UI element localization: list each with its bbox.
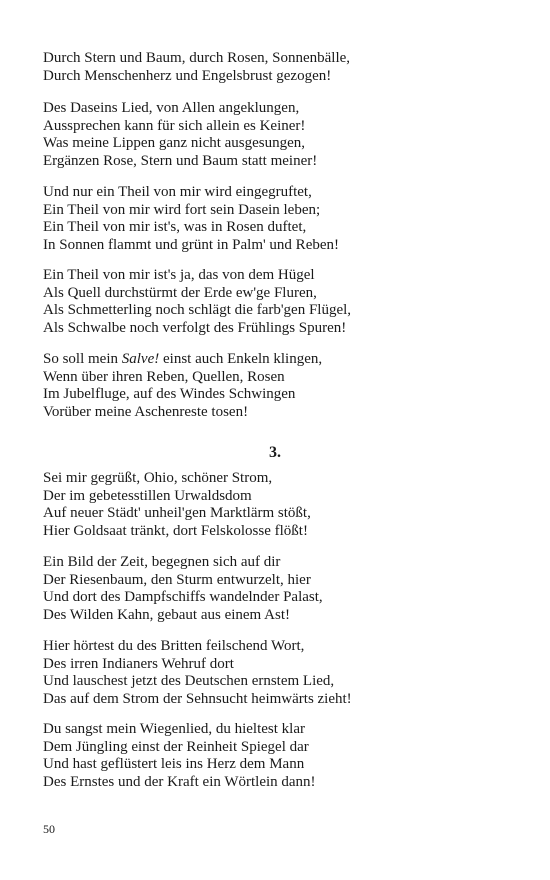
verse-line: Und lauschest jetzt des Deutschen ernstem Lied, bbox=[43, 673, 335, 689]
verse-line: Im Jubelfluge, auf des Windes Schwingen bbox=[43, 386, 296, 402]
poem-stanza bbox=[43, 351, 523, 421]
verse-line: Ein Theil von mir wird fort sein Dasein leben; bbox=[43, 201, 321, 218]
verse-line: Und hast geflüstert leis ins Herz dem Mann bbox=[43, 756, 305, 772]
poem-stanza bbox=[43, 50, 523, 85]
verse-line: Dem Jüngling einst der Reinheit Spiegel dar bbox=[43, 738, 309, 755]
verse-line: Und dort des Dampfschiffs wandelnder Palast, bbox=[43, 589, 323, 605]
verse-line: Des Ernstes und der Kraft ein Wörtlein dann! bbox=[43, 773, 316, 790]
verse-line: Ein Theil von mir ist's ja, das von dem Hügel bbox=[43, 267, 315, 283]
verse-line: Als Schmetterling noch schlägt die farb'gen Flügel, bbox=[43, 302, 352, 318]
verse-line: Der Riesenbaum, den Sturm entwurzelt, hier bbox=[43, 571, 311, 588]
verse-line: Was meine Lippen ganz nicht ausgesungen, bbox=[43, 135, 306, 151]
verse-line: Des Wilden Kahn, gebaut aus einem Ast! bbox=[43, 606, 290, 623]
poem-stanza bbox=[43, 470, 523, 540]
verse-line: Und nur ein Theil von mir wird eingegruftet, bbox=[43, 184, 312, 200]
verse-line: Ergänzen Rose, Stern und Baum statt meiner! bbox=[43, 152, 318, 169]
poem-stanza bbox=[43, 184, 523, 254]
verse-line: Hier Goldsaat tränkt, dort Felskolosse flößt! bbox=[43, 522, 308, 539]
verse-line: Vorüber meine Aschenreste tosen! bbox=[43, 403, 249, 420]
poem-stanza bbox=[43, 100, 523, 170]
verse-line: Als Schwalbe noch verfolgt des Frühlings Spuren! bbox=[43, 319, 347, 336]
verse-line: Hier hörtest du des Britten feilschend Wort, bbox=[43, 638, 305, 654]
verse-line: Durch Stern und Baum, durch Rosen, Sonnenbälle, bbox=[43, 50, 351, 66]
verse-line: Wenn über ihren Reben, Quellen, Rosen bbox=[43, 368, 285, 385]
page-number: 50 bbox=[43, 822, 55, 836]
verse-line: Des irren Indianers Wehruf dort bbox=[43, 655, 234, 672]
poem-stanza bbox=[43, 554, 523, 624]
verse-line: Sei mir gegrüßt, Ohio, schöner Strom, bbox=[43, 470, 273, 486]
verse-line: Des Daseins Lied, von Allen angeklungen, bbox=[43, 100, 300, 116]
poem-stanza bbox=[43, 267, 523, 337]
verse-line: Ein Bild der Zeit, begegnen sich auf dir bbox=[43, 554, 281, 570]
section-number: 3. bbox=[269, 444, 281, 461]
verse-line: Ein Theil von mir ist's, was in Rosen duftet, bbox=[43, 219, 307, 235]
poem-stanza bbox=[43, 721, 523, 791]
verse-line: Als Quell durchstürmt der Erde ew'ge Fluren, bbox=[43, 284, 317, 301]
poem-stanza bbox=[43, 638, 523, 708]
emphasized-word: Salve! bbox=[121, 351, 160, 367]
verse-line: Aussprechen kann für sich allein es Keiner! bbox=[43, 117, 306, 134]
verse-line: Durch Menschenherz und Engelsbrust gezogen! bbox=[43, 67, 332, 84]
verse-line: Du sangst mein Wiegenlied, du hieltest klar bbox=[43, 721, 305, 737]
verse-line: Das auf dem Strom der Sehnsucht heimwärts zieht! bbox=[43, 690, 352, 707]
verse-line: In Sonnen flammt und grünt in Palm' und Reben! bbox=[43, 236, 340, 253]
verse-line: Der im gebetesstillen Urwaldsdom bbox=[43, 487, 252, 504]
verse-line: So soll mein Salve! einst auch Enkeln klingen, bbox=[43, 351, 323, 367]
verse-line: Auf neuer Städt' unheil'gen Marktlärm stößt, bbox=[43, 505, 311, 521]
